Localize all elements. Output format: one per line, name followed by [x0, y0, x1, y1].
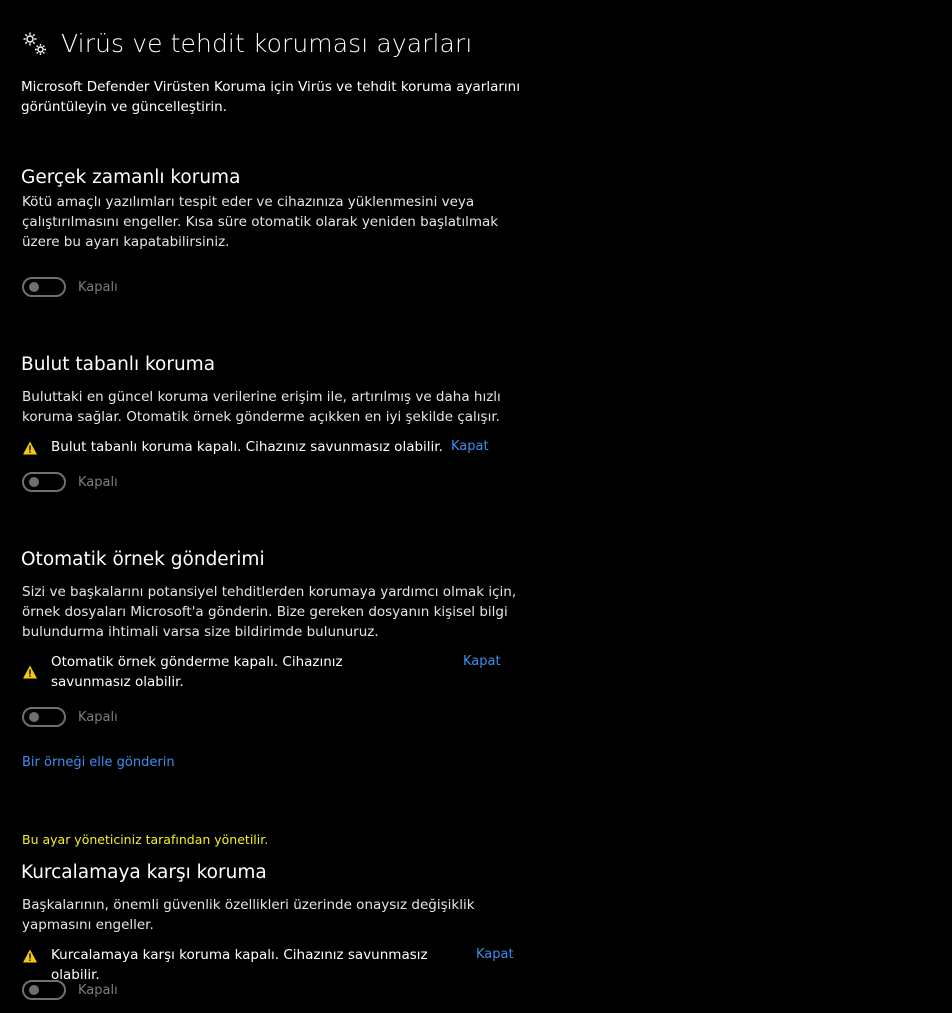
- toggle-switch[interactable]: [22, 472, 66, 492]
- sample-submission-toggle[interactable]: [22, 707, 118, 727]
- warning-triangle-icon: [22, 440, 38, 456]
- warning-text: Otomatik örnek gönderme kapalı. Cihazınız savunmasız olabilir.: [51, 654, 343, 690]
- sample-submission-description: Sizi ve başkalarını potansiyel tehditlerden korumaya yardımcı olmak için, örnek dosyaları Microsoft'a gönderin. Bize gereken dosyanın kişisel bilgi bulundurma ihtimali varsa size bildirimde bulunuruz.: [22, 584, 517, 640]
- toggle-state-label: Kapalı: [78, 709, 118, 725]
- toggle-switch[interactable]: [22, 707, 66, 727]
- admin-managed-note: Bu ayar yöneticiniz tarafından yönetilir.: [22, 832, 269, 847]
- warning-triangle-icon: [22, 664, 38, 680]
- sample-submission-warning: [22, 652, 422, 692]
- cloud-protection-description: Buluttaki en güncel koruma verilerine erişim ile, artırılmış ve daha hızlı koruma sağlar. Otomatik örnek gönderme açıkken en iyi şekilde çalışır.: [22, 389, 501, 425]
- toggle-switch[interactable]: [22, 980, 66, 1000]
- sample-warning-dismiss-link[interactable]: Kapat: [463, 654, 501, 669]
- tamper-protection-warning: [22, 945, 472, 985]
- warning-triangle-icon: [22, 948, 38, 964]
- tamper-warning-dismiss-link[interactable]: Kapat: [476, 947, 514, 962]
- sample-submission-title: Otomatik örnek gönderimi: [21, 549, 265, 570]
- toggle-knob: [29, 477, 39, 487]
- realtime-protection-description: Kötü amaçlı yazılımları tespit eder ve cihazınıza yüklenmesini veya çalıştırılmasını engeller. Kısa süre otomatik olarak yeniden başlatılmak üzere bu ayarı kapatabilirsiniz.: [22, 194, 499, 250]
- toggle-knob: [29, 985, 39, 995]
- toggle-switch[interactable]: [22, 277, 66, 297]
- warning-text: Kurcalamaya karşı koruma kapalı. Cihazınız savunmasız olabilir.: [51, 947, 428, 983]
- toggle-knob: [29, 712, 39, 722]
- toggle-state-label: Kapalı: [78, 982, 118, 998]
- page-intro: Microsoft Defender Virüsten Koruma için Virüs ve tehdit koruma ayarlarını görüntüleyin ve güncelleştirin.: [21, 79, 520, 115]
- tamper-protection-toggle[interactable]: [22, 980, 118, 1000]
- submit-sample-manually-link[interactable]: Bir örneği elle gönderin: [22, 755, 175, 770]
- gears-icon: [21, 30, 49, 58]
- toggle-knob: [29, 282, 39, 292]
- cloud-protection-toggle[interactable]: [22, 472, 118, 492]
- toggle-state-label: Kapalı: [78, 474, 118, 490]
- page-header: [21, 29, 472, 58]
- realtime-protection-toggle[interactable]: [22, 277, 118, 297]
- tamper-protection-description: Başkalarının, önemli güvenlik özellikleri üzerinde onaysız değişiklik yapmasını engeller.: [22, 897, 475, 933]
- tamper-protection-title: Kurcalamaya karşı koruma: [21, 862, 267, 883]
- toggle-state-label: Kapalı: [78, 279, 118, 295]
- cloud-protection-title: Bulut tabanlı koruma: [21, 354, 216, 375]
- realtime-protection-title: Gerçek zamanlı koruma: [21, 167, 241, 188]
- page-title: Virüs ve tehdit koruması ayarları: [61, 29, 473, 58]
- warning-text: Bulut tabanlı koruma kapalı. Cihazınız savunmasız olabilir.: [51, 439, 443, 455]
- cloud-protection-warning: [22, 437, 452, 457]
- cloud-warning-dismiss-link[interactable]: Kapat: [451, 439, 489, 454]
